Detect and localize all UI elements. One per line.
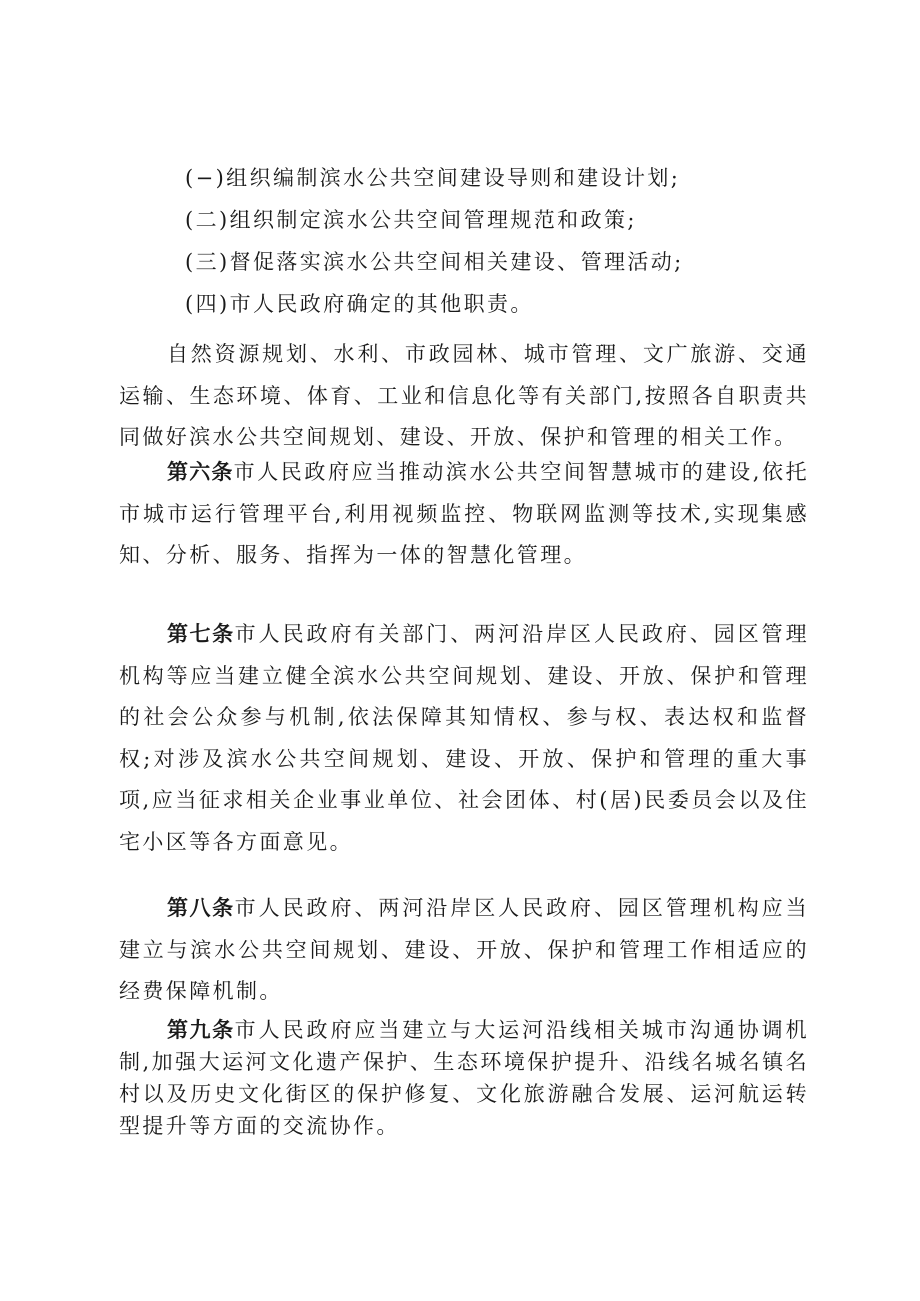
duty-item-3: (三)督促落实滨水公共空间相关建设、管理活动; [185, 250, 684, 274]
article-7 [119, 614, 809, 863]
article-8 [119, 888, 809, 1013]
article-6-number: 第六条 [167, 460, 234, 484]
departments-paragraph: 自然资源规划、水利、市政园林、城市管理、文广旅游、交通运输、生态环境、体育、工业和信息化等有关部门,按照各自职责共同做好滨水公共空间规划、建设、开放、保护和管理的相关工作。 [119, 342, 809, 449]
article-6 [119, 452, 809, 577]
article-8-text: 市人民政府、两河沿岸区人民政府、园区管理机构应当建立与滨水公共空间规划、建设、开放、保护和管理工作相适应的经费保障机制。 [119, 896, 809, 1003]
article-6-text: 市人民政府应当推动滨水公共空间智慧城市的建设,依托市城市运行管理平台,利用视频监控、物联网监测等技术,实现集感知、分析、服务、指挥为一体的智慧化管理。 [119, 460, 809, 567]
article-7-number: 第七条 [167, 622, 235, 646]
duty-item-1: (−)组织编制滨水公共空间建设导则和建设计划; [185, 166, 681, 190]
article-9-text: 市人民政府应当建立与大运河沿线相关城市沟通协调机制,加强大运河文化遗产保护、生态环境保护提升、沿线名城名镇名村以及历史文化街区的保护修复、文化旅游融合发展、运河航运转型提升等方面的交流协作。 [119, 1018, 809, 1138]
article-9-number: 第九条 [167, 1018, 235, 1042]
article-9 [119, 1014, 809, 1142]
duty-item-4: (四)市人民政府确定的其他职责。 [185, 292, 534, 316]
article-7-text: 市人民政府有关部门、两河沿岸区人民政府、园区管理机构等应当建立健全滨水公共空间规划、建设、开放、保护和管理的社会公众参与机制,依法保障其知情权、参与权、表达权和监督权;对涉及滨水公共空间规划、建设、开放、保护和管理的重大事项,应当征求相关企业事业单位、社会团体、村(居)民委员会以及住宅小区等各方面意见。 [119, 622, 809, 854]
article-8-number: 第八条 [167, 896, 235, 920]
duty-item-2: (二)组织制定滨水公共空间管理规范和政策; [185, 208, 637, 232]
